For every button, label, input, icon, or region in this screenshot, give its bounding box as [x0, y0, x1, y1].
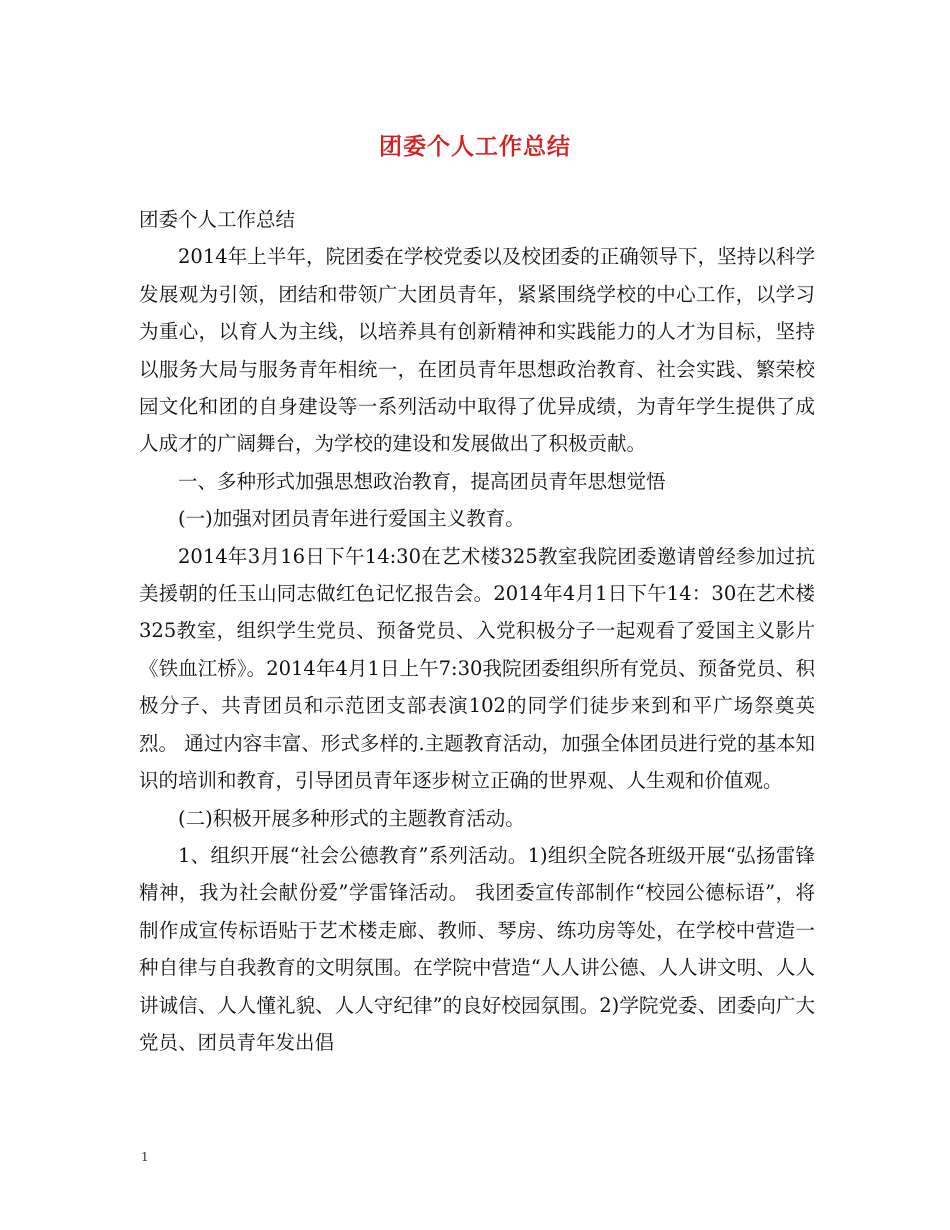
- paragraph: 1、组织开展“社会公德教育”系列活动。1)组织全院各班级开展“弘扬雷锋精神，我为社会献份爱”学雷锋活动。 我团委宣传部制作“校园公德标语”，将制作成宣传标语贴于艺术楼走廊、教师、琴房、练功房等处，在学校中营造一种自律与自我教育的文明氛围。在学院中营造“人人讲公德、人人讲文明、人人讲诚信、人人懂礼貌、人人守纪律”的良好校园氛围。2)学院党委、团委向广大党员、团员青年发出倡: [139, 843, 815, 1054]
- page-number: 1: [141, 1150, 149, 1164]
- subsection-heading: (一)加强对团员青年进行爱国主义教育。: [178, 507, 525, 531]
- paragraph: 2014年上半年，院团委在学校党委以及校团委的正确领导下，坚持以科学发展观为引领，团结和带领广大团员青年，紧紧围绕学校的中心工作，以学习为重心，以育人为主线，以培养具有创新精神和实践能力的人才为目标，坚持以服务大局与服务青年相统一，在团员青年思想政治教育、社会实践、繁荣校园文化和团的自身建设等一系列活动中取得了优异成绩，为青年学生提供了成人成才的广阔舞台，为学校的建设和发展做出了积极贡献。: [139, 245, 815, 456]
- document-title: 团委个人工作总结: [379, 133, 571, 160]
- subsection-heading: (二)积极开展多种形式的主题教育活动。: [178, 806, 525, 830]
- document-body: [139, 201, 815, 1061]
- section-heading: 一、多种形式加强思想政治教育，提高团员青年思想觉悟: [178, 469, 666, 493]
- paragraph: 团委个人工作总结: [139, 208, 296, 231]
- paragraph: 2014年3月16日下午14:30在艺术楼325教室我院团委邀请曾经参加过抗美援朝的任玉山同志做红色记忆报告会。2014年4月1日下午14：30在艺术楼325教室，组织学生党员、预备党员、入党积极分子一起观看了爱国主义影片《铁血江桥》。2014年4月1日上午7:30我院团委组织所有党员、预备党员、积极分子、共青团员和示范团支部表演102的同学们徒步来到和平广场祭奠英烈。 通过内容丰富、形式多样的.主题教育活动，加强全体团员进行党的基本知识的培训和教育，引导团员青年逐步树立正确的世界观、人生观和价值观。: [139, 544, 815, 793]
